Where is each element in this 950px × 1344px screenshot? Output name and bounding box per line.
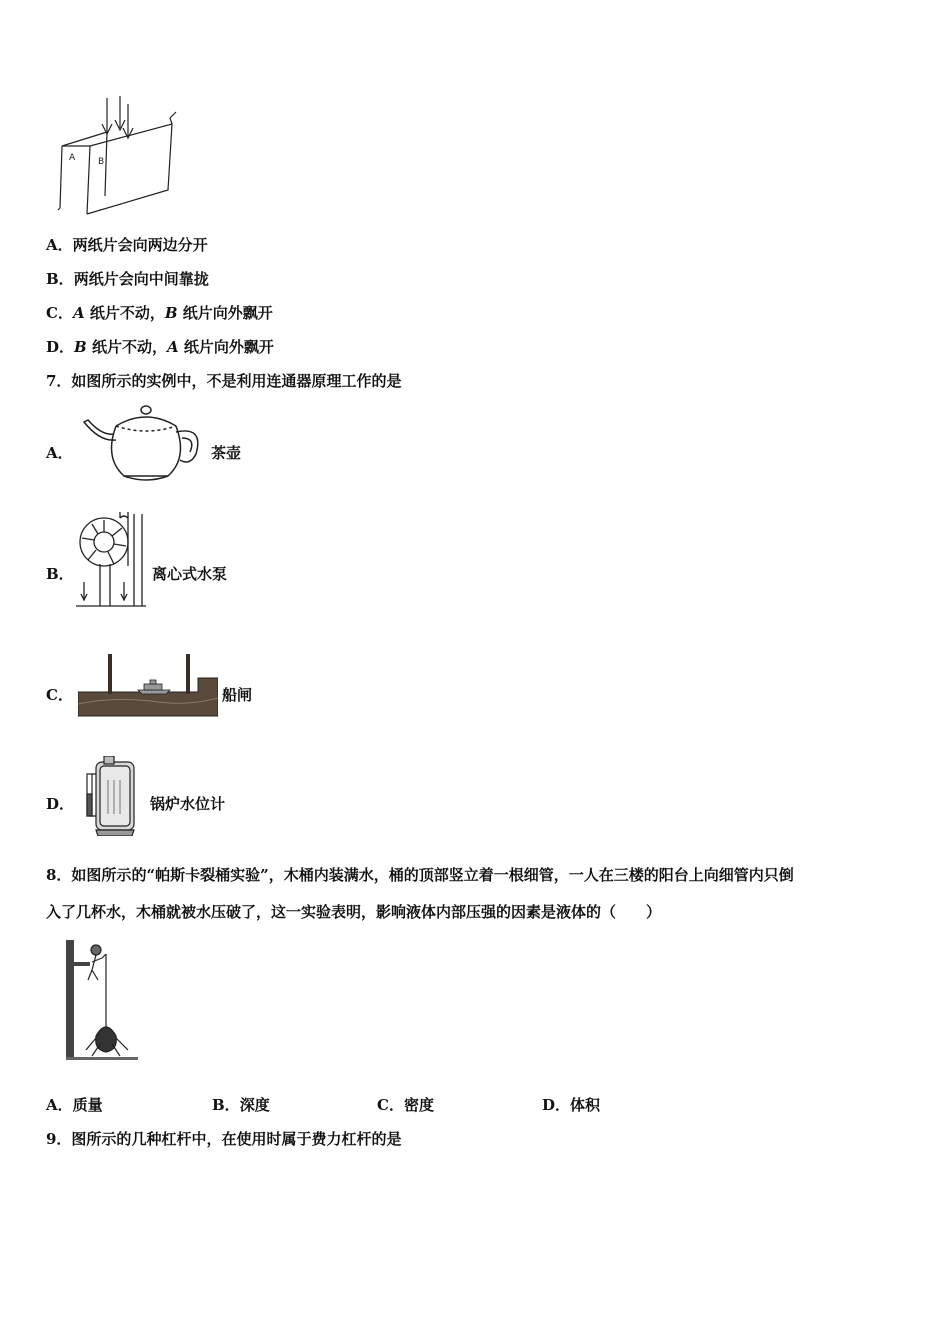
q6-option-d[interactable] <box>46 336 274 358</box>
q7-option-b-caption: 离心式水泵 <box>152 565 228 583</box>
option-text: 纸片向外飘开 <box>182 304 273 322</box>
pascal-barrel-figure <box>66 940 138 1060</box>
option-key: D． <box>46 338 75 356</box>
boiler-gauge-icon <box>84 756 146 836</box>
option-text: 体积 <box>570 1096 601 1114</box>
q9-stem: 9．图所示的几种杠杆中，在使用时属于费力杠杆的是 <box>46 1130 402 1148</box>
pump-figure <box>74 512 148 608</box>
option-text: 两纸片会向中间靠拢 <box>73 270 209 288</box>
option-letter: A <box>166 338 179 356</box>
ship-lock-figure <box>78 652 218 718</box>
option-text: 密度 <box>403 1096 434 1114</box>
q7-option-c-caption: 船闸 <box>222 686 253 704</box>
option-letter: A <box>72 304 85 322</box>
q8-option-a[interactable] <box>46 1094 103 1116</box>
option-text: 纸片不动， <box>91 338 167 356</box>
q6-option-b[interactable] <box>46 268 209 290</box>
q8-option-c[interactable] <box>377 1094 434 1116</box>
teapot-figure <box>80 402 208 486</box>
q8-option-d[interactable] <box>542 1094 600 1116</box>
option-letter: B <box>164 304 178 322</box>
option-key: C． <box>377 1096 404 1114</box>
option-key: B． <box>212 1096 240 1114</box>
option-key: A． <box>46 1096 73 1114</box>
option-key: A． <box>46 236 73 254</box>
option-text: 两纸片会向两边分开 <box>72 236 208 254</box>
q7-stem: 7．如图所示的实例中，不是利用连通器原理工作的是 <box>46 372 402 390</box>
q8-stem-line2: 入了几杯水，木桶就被水压破了，这一实验表明，影响液体内部压强的因素是液体的（ ） <box>46 903 662 921</box>
q7-option-d-key[interactable]: D． <box>46 795 75 813</box>
pump-icon <box>74 512 148 608</box>
boiler-figure <box>84 756 146 836</box>
option-text: 深度 <box>239 1096 270 1114</box>
option-key: B． <box>46 270 74 288</box>
q6-option-c[interactable] <box>46 302 273 324</box>
option-text: 纸片不动， <box>89 304 165 322</box>
option-key: C． <box>46 304 73 322</box>
ship-lock-icon <box>78 652 218 718</box>
pascal-barrel-icon <box>66 940 138 1060</box>
teapot-icon <box>80 402 208 486</box>
option-text: 质量 <box>72 1096 103 1114</box>
q7-option-a-caption: 茶壶 <box>211 444 242 462</box>
option-text: 纸片向外飘开 <box>183 338 274 356</box>
q7-option-b-key[interactable]: B． <box>46 565 74 583</box>
q7-option-d-caption: 锅炉水位计 <box>150 795 226 813</box>
q8-stem-line1: 8．如图所示的“帕斯卡裂桶实验”，木桶内装满水，桶的顶部竖立着一根细管，一人在三楼的阳台上向细管内只倒 <box>46 866 794 884</box>
q8-option-b[interactable] <box>212 1094 270 1116</box>
q7-option-c-key[interactable]: C． <box>46 686 73 704</box>
paper-sheets-icon <box>52 96 182 218</box>
label-a: A <box>69 153 76 163</box>
option-letter: B <box>74 338 87 356</box>
label-b: B <box>98 157 105 167</box>
q6-option-a[interactable] <box>46 234 208 256</box>
option-key: D． <box>542 1096 571 1114</box>
paper-sheets-figure <box>52 96 182 218</box>
q7-option-a-key[interactable]: A． <box>46 444 73 462</box>
